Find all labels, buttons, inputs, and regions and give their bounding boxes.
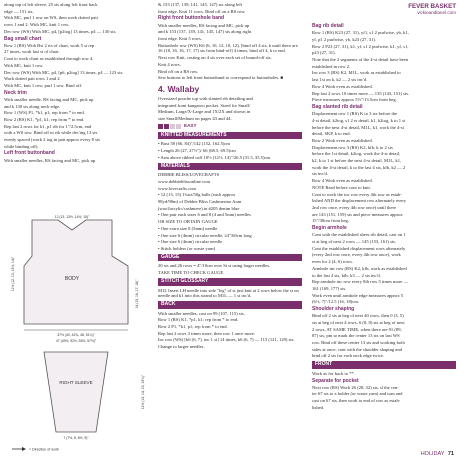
text-line: & 153 (137, 139, 141, 145, 147) sts along left	[158, 2, 243, 7]
column-1	[4, 2, 146, 164]
left-front-buttonband-heading: Left front buttonband	[4, 150, 55, 157]
text-line: edge — 151 sts.	[4, 8, 34, 14]
text-line: even for 2 (4, 6) rows.	[312, 259, 353, 265]
text-line: Row 1 (RS) K1, *p1, k1; rep from * to end.	[158, 317, 239, 323]
text-line: st at beg of next 2 rows — 145 (153, 161) sts.	[312, 239, 397, 244]
text-line: 20 sts and 26 rows = 4"/10cm over St st using larger needles.	[158, 263, 271, 269]
dim-body-width: 37½ (40, 43¾, 48, 51¼)"	[57, 333, 95, 337]
text-line: with a WS row. Bind off in rib while dec'ing 13 sts	[4, 130, 98, 136]
text-line: Sew buttons to left front buttonband to correspond to buttonholes. ■	[158, 75, 284, 81]
text-line: With smaller needles, RS facing and MC, pick up	[4, 157, 96, 163]
text-line: 4-st detail, k2tog, s1 2 rs detail, k1, k2tog, k to 1 st	[312, 117, 406, 123]
text-line: Change to larger needles.	[158, 344, 205, 350]
text-line: NOTE Read before cont to knit.	[312, 184, 371, 190]
text-line: ter 67 sts to a holder (or waste yarn) and turn and	[312, 391, 403, 397]
text-line: 2 rows, AT SAME TIME, when there are 91 (89,	[312, 326, 402, 332]
text-line: evenly spaced (work 2 tog in patt approx every 8 sts	[4, 137, 100, 143]
text-line: while binding off).	[4, 143, 39, 149]
text-line: integrated front kangaroo pocket. Sized for Small/	[158, 102, 251, 108]
page-number: 71	[447, 451, 454, 457]
text-line: • One pair each sizes 6 and 8 (4 and 5mm) needles	[158, 212, 251, 218]
text-line: 2nd row once, every 4th row once) until there	[312, 204, 397, 210]
bag-rib-heading: Bag rib detail	[312, 23, 344, 29]
dim-cuff: 7 (7½, 8, 8½, 9)"	[63, 436, 89, 440]
back-heading: BACK	[158, 301, 302, 309]
text-line: Bind off 2 sts at beg of next 40 rows, then 0 (3, 5)	[312, 313, 404, 319]
knitted-measurements-heading: KNITTED MEASUREMENTS	[158, 132, 302, 140]
text-line: yf, p1 2 purlwise, yb, k23 (27, 31).	[312, 36, 377, 42]
text-line: and k 153 (137, 139, 141, 145, 147) sts along right	[158, 29, 252, 35]
text-line: • 12 (13, 15) 1¾oz/50g balls (each approx	[158, 192, 236, 198]
text-line: Bind off on a RS row.	[158, 68, 199, 74]
text-line: Cont with the established sheer rib detail, cast on 1	[312, 232, 406, 238]
text-line: • Length 26 (27, 27½")/ 66 (68.5, 69.5)cm	[158, 148, 236, 154]
text-line: Work dotted patt rows 1 and 2.	[4, 76, 61, 82]
gauge-heading: GAUGE	[158, 254, 302, 262]
body-shape	[24, 220, 128, 324]
text-line: OR SIZE TO OBTAIN GAUGE	[158, 219, 218, 225]
text-line: Row 4 Work even as established.	[312, 83, 373, 89]
text-line: • Stitch holders (or waste yarn)	[158, 246, 216, 251]
column-3	[312, 22, 456, 412]
text-line: DEBBIE BLISS/LOVECRAFTS	[158, 172, 220, 178]
text-line: (6½, 7)"/12.5 (16, 18)cm.	[312, 299, 360, 305]
text-line: With MC, purl 1 row on WS, then work dotted patt	[4, 15, 98, 21]
text-line: Row 2 (RS) K1, *p1, k1; rep from * to end.	[4, 116, 85, 122]
text-line: Row 1 (RS) With Bst 2 rts of chart, work 5 st rep	[4, 42, 95, 48]
text-line: (wool/acrylic/cashmere) in #205 denim blue	[158, 205, 240, 211]
text-line: M1L Insert LH needle into side "leg" of st just knit at 2 rows below the st on needle and k1 into this strand to M1L — 1 st inc'd.	[158, 287, 299, 299]
text-line: Oversized pouche top with slanted rib detailing and	[158, 95, 253, 101]
text-line: bind off 2 sts for each neck edge twice.	[312, 353, 384, 359]
shoulder-heading: Shoulder shaping	[312, 306, 355, 313]
text-line: established in row 2.	[312, 63, 351, 69]
pattern-title: 4. Wallaby	[158, 83, 200, 94]
text-line: Armhole inc row (RS) K2, kfb, work as established	[312, 265, 407, 271]
text-line: Rep last 2 rows 3 times more, then row 1 once more.	[158, 330, 256, 336]
text-line: and k 130 sts along neck edge.	[4, 103, 61, 109]
text-line: Knit 4 rows.	[158, 61, 181, 67]
text-line: Row 1 (WS) P1, *k1, p1; rep from * to end.	[4, 110, 85, 116]
text-line: Cont to work chart as established through row 4.	[4, 56, 94, 62]
text-line: before the next 4-st detail, M1L, k1, work the 4-st	[312, 124, 404, 130]
text-line: Row 4 Work even as established.	[312, 178, 373, 184]
text-line: Work even until armhole edge measures approx 5	[312, 292, 404, 298]
sleeve-shape	[44, 352, 108, 432]
text-line: 161 (169, 177) sts.	[312, 285, 347, 291]
skill-block-icon	[170, 124, 175, 129]
col1-lines1	[4, 2, 146, 28]
text-line: sts inc'd.	[312, 171, 328, 177]
text-line: sts at beg of next 4 rows, 6 (8, 8) sts at beg of next	[312, 319, 405, 325]
text-line: Row 1 (RS) K23 (27, 31), yf1, s1 2 purlwise, yb, k1,	[312, 30, 409, 36]
skill-level	[158, 123, 302, 130]
skill-block-icon	[158, 124, 163, 129]
text-line: lished.	[312, 404, 325, 410]
dim-lower: 47 (49½, 52½, 55½, 57½)"	[55, 339, 97, 343]
text-line: Row 2 Work even as established.	[312, 137, 373, 143]
text-line: cast on 67 sts, then work to end of row as estab-	[312, 398, 401, 404]
issue-label: HOLIDAY	[420, 451, 445, 457]
text-line: Piece measures approx 5½"/13.5cm from beg.	[312, 97, 397, 103]
text-line: (every 2nd row once, every 4th row once), work	[312, 252, 401, 258]
text-line: Row 2 P23 (27, 31), k1, yf, s1 2 purlwise, k1, yf, s1,	[312, 43, 409, 49]
body-label: BODY	[64, 276, 80, 282]
buttonhole-row: Buttonhole row (WS) K6 (6, 10, 12, 10, 12), [bind off 4 sts, k until there are 16 (18, 16, 16, 17, 17) sts from bind-off] 4 times, bind off 4, k to end.	[158, 42, 298, 54]
garment-schematic	[4, 214, 152, 454]
front-heading: FRONT	[312, 361, 456, 369]
text-line: • Bust 58 (66, 84)"/142 (152, 162.5)cm	[158, 141, 231, 147]
text-line: • One extra size 8 (5mm) needle	[158, 225, 218, 231]
text-line: lished AND the displacement row alternately every	[312, 198, 407, 204]
brand-name: FEVER BASKET	[408, 3, 456, 10]
link-text[interactable]: www.debbieblissonline.com	[158, 178, 211, 184]
text-line: p23 (27, 31).	[312, 50, 336, 56]
brand-url: vickieandlanel.com	[417, 10, 456, 15]
bag-chart-heading: Bag small chart	[4, 35, 42, 42]
text-line: Rep armhole inc row every 8th row 5 times more —	[312, 279, 409, 285]
armhole-heading: Begin armhole	[312, 225, 347, 232]
skill-block-icon	[164, 124, 169, 129]
text-line: TAKE TIME TO CHECK GAUGE.	[158, 270, 225, 276]
text-line: row. Bind off these center 13 sts and working both	[312, 340, 405, 346]
text-line: work the 4-st detail, k to the last 4 sts, kfb, k2 — 2	[312, 164, 406, 170]
text-line: Rep last 2 rows for k1, p1 rib for 1"/2.5cm, end	[4, 123, 92, 129]
skill-block-icon	[176, 124, 181, 129]
pocket-heading: Separate for pocket	[312, 377, 359, 384]
text-line: With smaller needles, RS facing and MC, pick up	[158, 22, 250, 28]
materials-heading: MATERIALS	[158, 163, 302, 171]
text-line: Rep last 2 rows 10 times more — 135 (143, 151) sts.	[312, 90, 410, 96]
text-line: 87) sts, pm to mark the center 13 sts on last WS	[312, 333, 400, 339]
slanted-rib-heading: Bag slanted rib detail	[312, 103, 363, 110]
direction-label: = Direction of work	[29, 447, 59, 452]
text-line: along top of left sleeve, 25 sts along left front back	[4, 2, 98, 7]
dim-sleeve-length: 12½ (13, 14, 15, 15¾)"	[141, 374, 145, 410]
next-row: Next row Knit, casting on 4 sts over each set of bound-off sts.	[158, 55, 272, 61]
dec-row-2: Dec row (WS) With MC, p4, [p6, p2tog] 13 times, p4 — 123 sts.	[4, 69, 124, 75]
right-front-band-heading: Right front buttonhole band	[158, 15, 225, 22]
text-line: 98yd/90m) of Debbie Bliss Cashmerino Aran	[158, 199, 242, 205]
text-line: detail, SKP, k to end.	[312, 131, 351, 137]
text-line: Note that the 2 segments of the 4-st detail have been	[312, 57, 409, 63]
text-line: • One size 6 (4mm) circular needle, 24"/60cm long	[158, 232, 252, 238]
dim-side: 11½ (12, 13, 13½, 14)"	[11, 256, 15, 292]
text-line: to the last 4 sts, kfb, k3 — 2 sts inc'd.	[312, 272, 381, 278]
text-line: Next row (RS) Work 26 (28, 32) sts, sl the cen-	[312, 384, 399, 390]
text-line: Inc row (WS) [k6 (6, 7), inc 1 st] 14 times, k6 (6, 7) — 113 (121, 129) sts.	[158, 337, 295, 343]
text-line: front edge. Knit 5 rows.	[158, 36, 202, 42]
text-line: With smaller needle, RS facing and MC, pick up	[4, 96, 94, 102]
text-line: sides at once, cont with the shoulder shaping and	[312, 346, 402, 352]
text-line: Displacement row 3 (RS) K2, kfb, k to 2 sts	[312, 144, 393, 150]
text-line: With MC, knit 1 row, purl 1 row. Bind off.	[4, 82, 83, 88]
neck-trim-heading: Neck trim	[4, 89, 27, 96]
text-line: • Arm above ribbed cuff 10½ (12½, 14)"/26.5 (31.5, 35.5)cm	[158, 154, 271, 160]
text-line: • One size 6 (4mm) circular needle	[158, 239, 223, 245]
text-line: Displacement row 1 (RS) K to 3 sts before the	[312, 111, 398, 117]
stitch-glossary-heading: STITCH GLOSSARY	[158, 278, 302, 286]
page-footer	[421, 451, 454, 457]
dim-length: 14 (15, 16, 17, 18)"	[135, 279, 139, 309]
text-line: Cont to work the inc row every 4th row as estab-	[312, 191, 402, 197]
dim-top: 12 (13, 13½, 14½, 15)"	[54, 215, 90, 219]
text-line: before the 1st detail, k2tog, work the 4-st detail,	[312, 151, 401, 157]
text-line: Work as for back to **.	[312, 370, 356, 376]
text-line: are 143 (151, 159) sts and piece measures approx	[312, 211, 403, 217]
text-line: size Small/Medium on pages 43 and 44.	[158, 116, 232, 122]
text-line: With MC, knit 1 row.	[4, 62, 44, 68]
arrow-head-icon	[22, 447, 26, 451]
text-line: rows 1 and 2. With MC, knit 1 row.	[4, 22, 70, 28]
text-line: Row 2 P1, *k1, p1; rep from * to end.	[158, 324, 228, 330]
text-line: last 1st on k, k2 — 2 sts inc'd.	[312, 77, 368, 83]
column-2	[158, 2, 302, 351]
text-line: Cont the established displacement rows alternately	[312, 245, 406, 251]
text-line: k2, k to 1 st before the next 4-st detail, M1L, k1,	[312, 158, 402, 164]
dec-row-1: Dec row (WS) With MC, p4, [p2tog] 13 times, p4 — 130 sts.	[4, 28, 117, 34]
skill-label: EASY	[184, 123, 197, 129]
text-line: Inc row 3 (RS) K2, M1L, work as established to	[312, 70, 401, 76]
text-line: With smaller needles, cast on 99 (107, 115) sts.	[158, 310, 245, 316]
text-line: front edge. Knit 11 rows. Bind off on a RS row.	[158, 8, 246, 14]
link-text[interactable]: www.lovecrafts.com	[158, 185, 196, 191]
sleeve-label: RIGHT SLEEVE	[59, 380, 93, 385]
text-line: 27 times, work last st of chart.	[4, 49, 60, 55]
brand-header	[408, 3, 456, 15]
text-line: 15"/38cm from beg.	[312, 218, 349, 224]
text-line: Medium, Large/X-Large and 1X/2X and shown in	[158, 109, 251, 115]
